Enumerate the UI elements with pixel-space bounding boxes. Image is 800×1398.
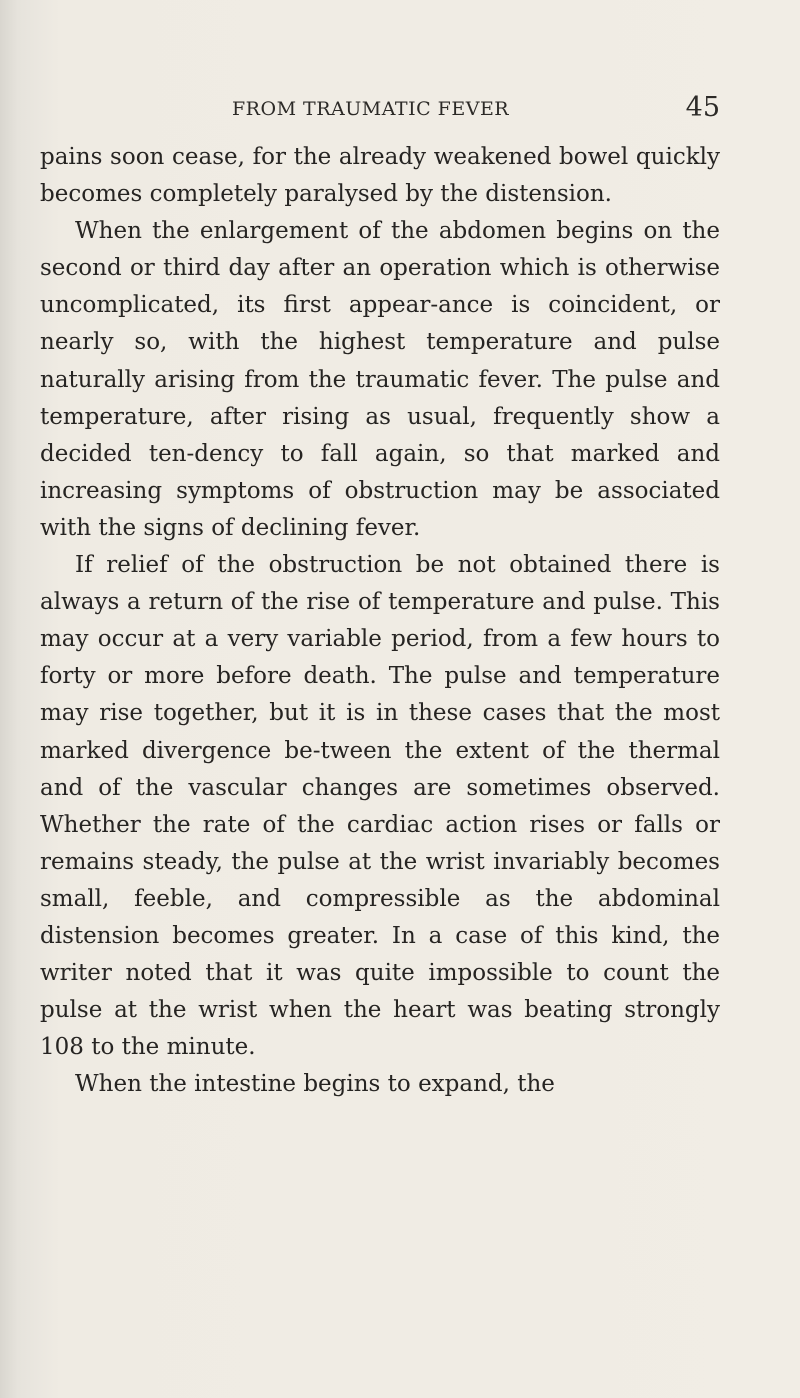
page-number: 45 (685, 92, 720, 123)
body-text (40, 139, 720, 1103)
paragraph-relief: If relief of the obstruction be not obtained there is always a return of the rise of temperature and pulse. This may occur at a very variable period, from a few hours to forty or more before death. The pulse and temperature may rise together, but it is in these cases that the most marked divergence be-tween the extent of the thermal and of the vascular changes are sometimes observed. Whether the rate of the cardiac action rises or falls or remains steady, the pulse at the wrist invariably becomes small, feeble, and compressible as the abdominal distension becomes greater. In a case of this kind, the writer noted that it was quite impossible to count the pulse at the wrist when the heart was beating strongly 108 to the minute. (40, 552, 720, 1061)
running-title: FROM TRAUMATIC FEVER (232, 98, 510, 120)
paragraph-intestine: When the intestine begins to expand, the (75, 1071, 555, 1098)
paragraph-continuation: pains soon cease, for the already weakened bowel quickly becomes completely paralysed by the distension. (40, 144, 720, 208)
paragraph-enlargement: When the enlargement of the abdomen begins on the second or third day after an operation which is otherwise uncomplicated, its first appear-ance is coincident, or nearly so, with the highest temperature and pulse naturally arising from the traumatic fever. The pulse and temperature, after rising as usual, frequently show a decided ten-dency to fall again, so that marked and increasing symptoms of obstruction may be associated with the signs of declining fever. (40, 218, 720, 541)
running-head (150, 92, 720, 134)
